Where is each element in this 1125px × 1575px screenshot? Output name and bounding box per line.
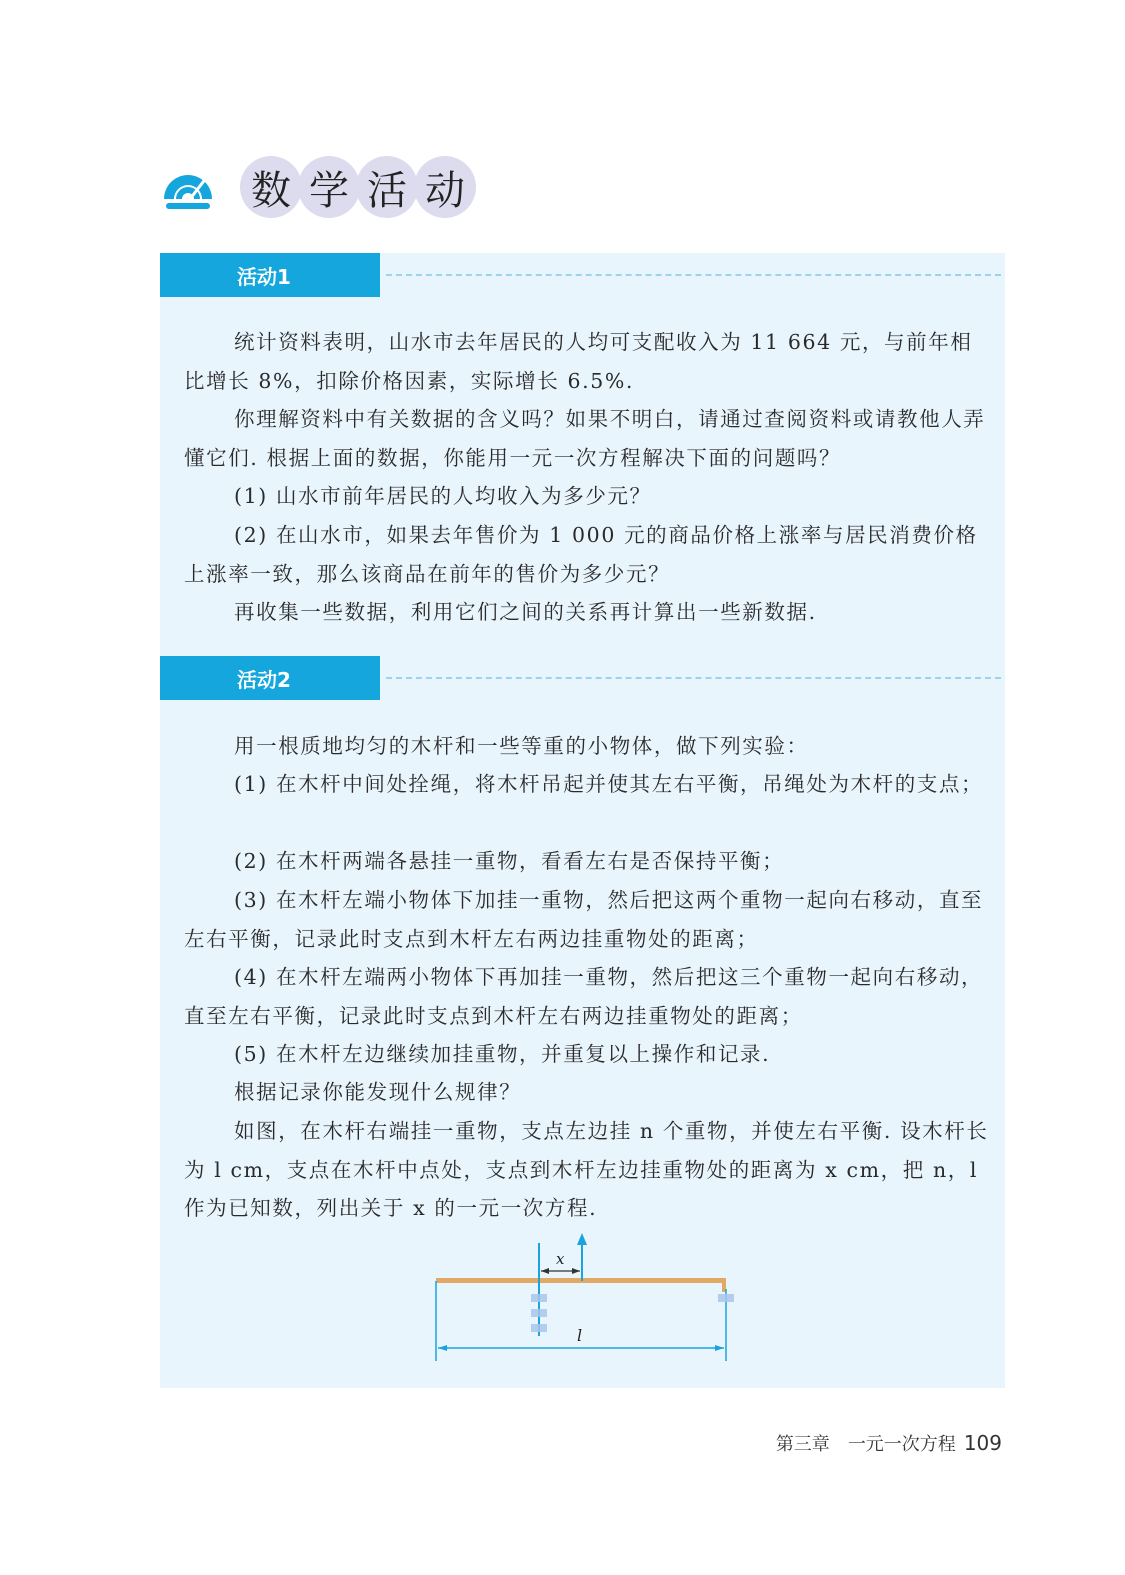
label-x: x: [556, 1250, 565, 1268]
page-footer: [776, 1430, 1002, 1456]
label-l: l: [577, 1326, 583, 1345]
activity-2-problem: 如图，在木杆右端挂一重物，支点左边挂 n 个重物，并使左右平衡. 设木杆长为 l cm，支点在木杆中点处，支点到木杆左边挂重物处的距离为 x cm，把 n，l 作为已知数，列出关于 x 的一元一次方程.: [184, 1119, 989, 1220]
activity-2-tab: 活动2: [160, 656, 380, 700]
activity-1-para-2: 你理解资料中有关数据的含义吗？如果不明白，请通过查阅资料或请教他人弄懂它们. 根据上面的数据，你能用一元一次方程解决下面的问题吗？: [184, 407, 986, 470]
activity-1-para-3: 再收集一些数据，利用它们之间的关系再计算出一些新数据.: [234, 600, 817, 624]
section-title: [160, 155, 472, 219]
lever-diagram: [430, 1231, 750, 1391]
title-char: 活: [356, 156, 418, 218]
activity-2-intro: 用一根质地均匀的木杆和一些等重的小物体，做下列实验：: [234, 734, 809, 758]
activity-2-header: [160, 656, 1005, 700]
speedometer-gauge-icon: [160, 159, 216, 215]
title-char: 动: [414, 156, 476, 218]
page-number: 109: [963, 1431, 1002, 1455]
weight: [718, 1294, 734, 1302]
activity-1-para-1: 统计资料表明，山水市去年居民的人均可支配收入为 11 664 元，与前年相比增长 8%，扣除价格因素，实际增长 6.5%.: [184, 330, 973, 393]
activity-1-question-2: (2) 在山水市，如果去年售价为 1 000 元的商品价格上涨率与居民消费价格上涨率一致，那么该商品在前年的售价为多少元？: [184, 523, 978, 586]
weight: [531, 1309, 547, 1317]
activity-panel: [160, 253, 1005, 1388]
activity-2-step-5: (5) 在木杆左边继续加挂重物，并重复以上操作和记录.: [234, 1042, 771, 1066]
dashed-divider: [386, 274, 1001, 276]
activity-1-question-1: (1) 山水市前年居民的人均收入为多少元？: [234, 484, 652, 508]
chapter-title: 一元一次方程: [847, 1434, 956, 1455]
title-text: [240, 156, 472, 218]
weight: [531, 1294, 547, 1302]
activity-1-header: [160, 253, 1005, 297]
title-char: 数: [240, 156, 302, 218]
activity-2-step-3: (3) 在木杆左端小物体下加挂一重物，然后把这两个重物一起向右移动，直至左右平衡，记录此时支点到木杆左右两边挂重物处的距离；: [184, 888, 984, 951]
activity-2-question: 根据记录你能发现什么规律？: [234, 1080, 522, 1104]
activity-2-step-2: (2) 在木杆两端各悬挂一重物，看看左右是否保持平衡；: [234, 849, 785, 873]
activity-2-step-4: (4) 在木杆左端两小物体下再加挂一重物，然后把这三个重物一起向右移动，直至左右平衡，记录此时支点到木杆左右两边挂重物处的距离；: [184, 965, 984, 1028]
weight: [531, 1324, 547, 1332]
activity-1-tab: 活动1: [160, 253, 380, 297]
activity-2-step-1: (1) 在木杆中间处拴绳，将木杆吊起并使其左右平衡，吊绳处为木杆的支点；: [234, 772, 984, 796]
chapter-label: 第三章: [775, 1434, 830, 1455]
title-char: 学: [298, 156, 360, 218]
dashed-divider: [386, 677, 1001, 679]
